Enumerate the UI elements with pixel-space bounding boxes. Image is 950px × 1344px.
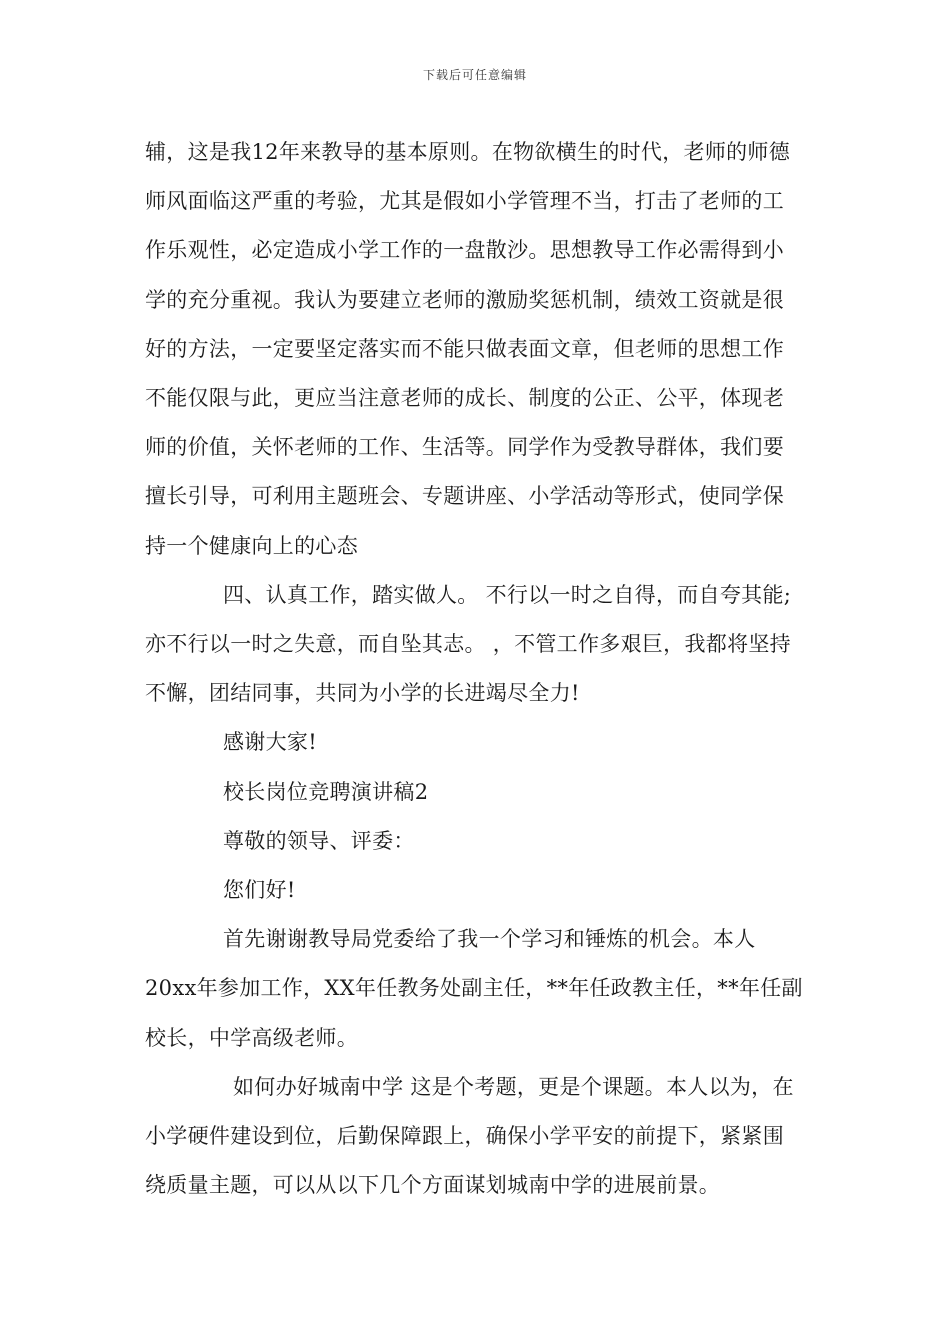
paragraph-continuation: 辅，这是我12年来教导的基本原则。在物欲横生的时代，老师的师德师风面临这严重的考验，尤其是假如小学管理不当，打击了老师的工作乐观性，必定造成小学工作的一盘散沙。思想教导工作必需得到小学的充分重视。我认为要建立老师的激励奖惩机制，绩效工资就是很好的方法，一定要坚定落实而不能只做表面文章，但老师的思想工作不能仅限与此，更应当注意老师的成长、制度的公正、公平，体现老师的价值，关怀老师的工作、生活等。同学作为受教导群体，我们要擅长引导，可利用主题班会、专题讲座、小学活动等形式，使同学保持一个健康向上的心态: [145, 140, 791, 558]
document-body: [145, 128, 805, 1210]
paragraph-introduction: 首先谢谢教导局党委给了我一个学习和锤炼的机会。本人20xx年参加工作，XX年任教务处副主任，**年任政教主任，**年任副校长，中学高级老师。: [145, 927, 803, 1050]
paragraph-plan: 如何办好城南中学 这是个考题，更是个课题。本人以为，在小学硬件建设到位，后勤保障跟上，确保小学平安的前提下，紧紧围绕质量主题，可以从以下几个方面谋划城南中学的进展前景。: [145, 1074, 794, 1198]
paragraph-thanks: 感谢大家!: [223, 730, 317, 755]
salutation: 尊敬的领导、评委：: [223, 828, 415, 853]
greeting: 您们好!: [223, 878, 296, 903]
speech-title: 校长岗位竞聘演讲稿2: [223, 779, 429, 804]
page-header: 下载后可任意编辑: [422, 68, 527, 82]
paragraph-section-four: 四、认真工作，踏实做人。 不行以一时之自得，而自夸其能;亦不行以一时之失意，而自坠其志。 ，不管工作多艰巨，我都将坚持不懈，团结同事，共同为小学的长进竭尽全力!: [145, 582, 792, 706]
